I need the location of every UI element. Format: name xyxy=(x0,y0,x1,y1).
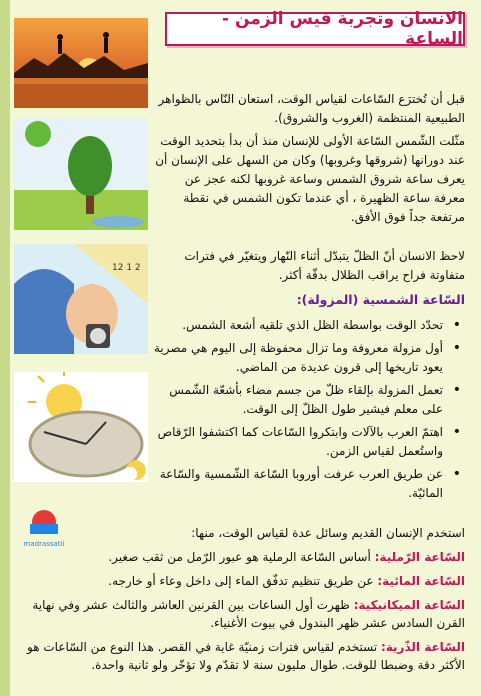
sundial-clock-image xyxy=(14,372,148,482)
list-item: • عن طريق العرب عرفت أوروبا السّاعة الشّمسية والسّاعة المائيّة. xyxy=(153,465,465,503)
tree-sun-image xyxy=(14,118,148,230)
page-title: الانسان وتجربة قيس الزمن - الساعة xyxy=(165,12,465,46)
sundial-facts-list xyxy=(153,316,465,507)
method-name: السّاعة الرّملية: xyxy=(374,550,465,564)
list-item: • تعمل المزولة بإلقاء ظلّ من جسم مضاء بأشعّة الشّمس على معلم فيشير طول الظلّ إلى الوقت. xyxy=(153,381,465,419)
svg-text:12 1 2: 12 1 2 xyxy=(112,263,141,273)
sunset-hikers-image xyxy=(14,18,148,108)
method-text: أساس السّاعة الرملية هو عبور الرّمل من ثقب صغير. xyxy=(108,550,371,564)
method-sand-clock xyxy=(14,548,465,566)
shadow-paragraph: لاحظ الانسان أنّ الظلّ يتبدّل أثناء النّهار ويتغيّر في فترات متفاوتة فراح يراقب الظلال بدقّة أكثر. xyxy=(184,249,465,282)
method-water-clock xyxy=(14,572,465,590)
method-name: السّاعة الميكانيكية: xyxy=(353,598,465,612)
method-name: السّاعة الذّرية: xyxy=(380,640,465,654)
method-name: السّاعة المائية: xyxy=(377,574,465,588)
sun-paragraph: مثّلت الشّمس السّاعة الأولى للإنسان منذ أن بدأ بتحديد الوقت عند دورانها (شروقها وغروبها) وكان من السهل على الإنسان أن يعرف ساعة شروق الشمس وساعة غروبها لكنه عجز عن معرفة ساعة الظهيرة ، أي عندما تكون الشمس في نقطة مرتفعة جداً فوق الأفق. xyxy=(155,134,465,224)
list-item: • أول مزولة معروفة وما تزال محفوظة إلى اليوم هي مصرية يعود تاريخها إلى قرون عديدة من الماضي. xyxy=(153,339,465,377)
list-item: • تحدّد الوقت بواسطة الظل الذي تلقيه أشعة الشمس. xyxy=(153,316,465,335)
svg-text:madrassatii: madrassatii xyxy=(23,540,65,548)
method-text: تستخدم لقياس فترات زمنيّة غاية في القصر. هذا النوع من السّاعات هو الأكثر دقة وضبطا للوقت. طوال مليون سنة لا تقدّم ولا تؤخّر ولو ثانية واحدة. xyxy=(27,640,465,672)
method-text: عن طريق تنظيم تدفّق الماء إلى داخل وعاء أو خارجه. xyxy=(108,574,374,588)
intro-paragraph: قبل أن تُخترَع السّاعات لقياس الوقت، استعان النّاس بالظواهر الطبيعية المنتظمة (الغروب والشروق). xyxy=(158,92,465,125)
section-title-sundial: السّاعة الشمسية (المزولة): xyxy=(296,292,465,307)
method-text: ظهرت أول الساعات بين القرنين العاشر والثالث عشر وفي نهاية القرن السادس عشر ظهر البندول في بيوت الأغنياء. xyxy=(32,598,465,630)
man-watch-image xyxy=(14,244,148,354)
list-item: • اهتمّ العرب بالآلات وابتكروا السّاعات كما اكتشفوا الرّقاص واستُعمل لقياس الزمن. xyxy=(153,423,465,461)
method-atomic-clock xyxy=(14,638,465,674)
methods-intro: استخدم الإنسان القديم وسائل عدة لقياس الوقت، منها: xyxy=(191,526,465,540)
left-stripe xyxy=(0,0,10,696)
method-mechanical-clock xyxy=(14,596,465,632)
